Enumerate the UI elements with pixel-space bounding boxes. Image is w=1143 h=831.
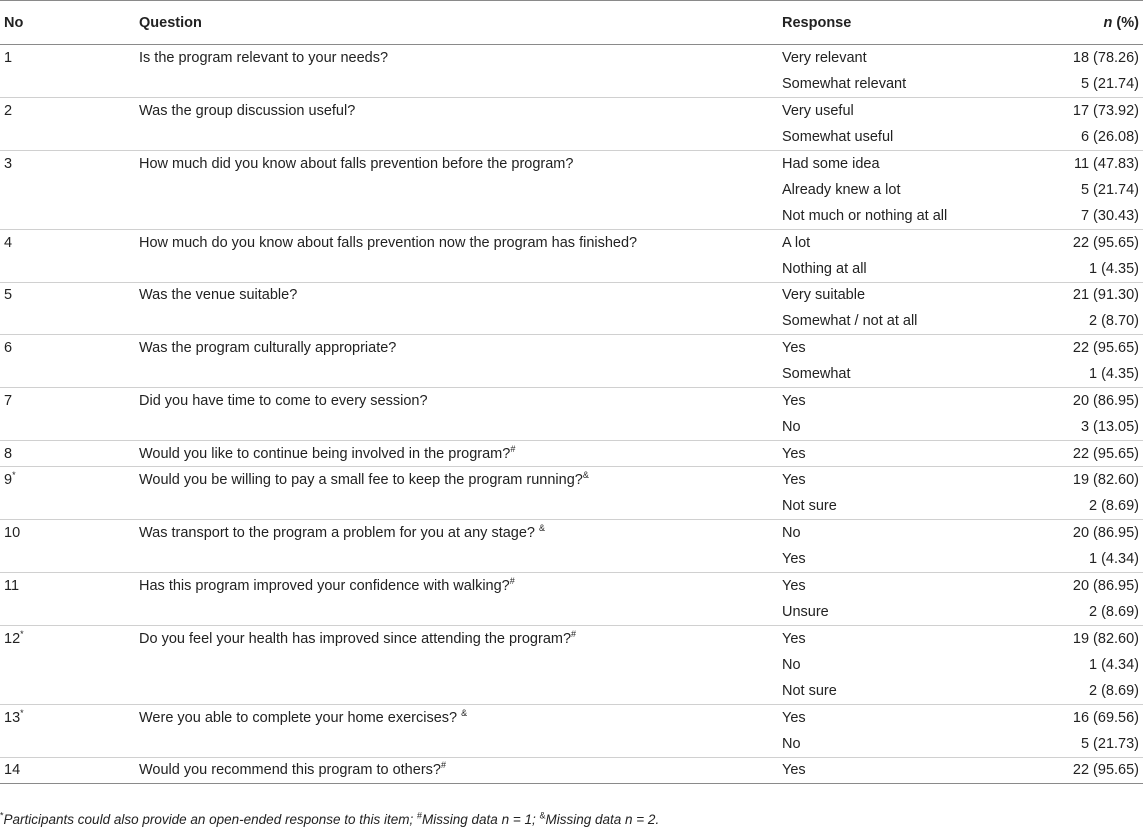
- header-question: Question: [139, 1, 782, 45]
- question-text: How much do you know about falls prevention now the program has finished?: [139, 234, 638, 251]
- item-number: 9: [4, 472, 13, 489]
- table-row: [0, 651, 1143, 677]
- cell-response: Yes: [782, 467, 1003, 493]
- table-row: [0, 414, 1143, 440]
- question-text: Did you have time to come to every session?: [139, 393, 428, 410]
- table-row: [0, 282, 1143, 308]
- cell-n-percent: 1 (4.35): [1089, 260, 1139, 277]
- table-row: [0, 625, 1143, 651]
- cell-question: [139, 625, 782, 651]
- cell-n-percent: 20 (86.95): [1003, 572, 1143, 598]
- cell-no: [0, 731, 139, 757]
- cell-question: [139, 414, 782, 440]
- table-body: [0, 45, 1143, 784]
- table-row: [0, 124, 1143, 150]
- question-text: Was the program culturally appropriate?: [139, 340, 397, 357]
- table-row: [0, 229, 1143, 255]
- cell-response: Not much or nothing at all: [782, 207, 948, 224]
- cell-no: [0, 625, 139, 651]
- item-number: 7: [4, 393, 13, 410]
- cell-question: [139, 282, 782, 308]
- item-number-mark: *: [20, 707, 24, 718]
- table-row: [0, 45, 1143, 71]
- cell-no: [0, 45, 139, 71]
- cell-n-percent: 18 (78.26): [1072, 49, 1139, 66]
- footnote-mark-ampersand: &: [539, 810, 546, 821]
- item-number: 14: [4, 762, 21, 779]
- cell-response: Yes: [782, 550, 806, 567]
- table-row: [0, 308, 1143, 334]
- header-response: Response: [782, 1, 1003, 45]
- question-mark: #: [509, 575, 515, 586]
- cell-response: Yes: [782, 335, 1003, 361]
- question-mark: #: [440, 760, 446, 771]
- cell-n-percent: 5 (21.74): [1080, 75, 1139, 92]
- table-row: [0, 572, 1143, 598]
- table-row: [0, 176, 1143, 202]
- question-mark: #: [510, 443, 516, 454]
- footnote-text-3: Missing data n = 2.: [545, 812, 660, 827]
- cell-no: [0, 282, 139, 308]
- cell-no: [0, 651, 139, 677]
- cell-question: [139, 520, 782, 546]
- cell-n-percent: 22 (95.65): [1003, 757, 1143, 783]
- cell-question: [139, 97, 782, 123]
- cell-no: [0, 335, 139, 361]
- cell-no: [0, 704, 139, 730]
- cell-response: Somewhat / not at all: [782, 313, 918, 330]
- cell-n-percent: 7 (30.43): [1080, 207, 1139, 224]
- cell-response: Yes: [782, 388, 1003, 414]
- cell-question: [139, 467, 782, 493]
- table-row: [0, 678, 1143, 704]
- cell-n-percent: 20 (86.95): [1003, 520, 1143, 546]
- question-text: Do you feel your health has improved since attending the program?: [139, 630, 572, 647]
- question-text: Is the program relevant to your needs?: [139, 49, 389, 66]
- footnote-text-1: Participants could also provide an open-ended response to this item;: [3, 812, 418, 827]
- cell-response: Not sure: [782, 498, 837, 515]
- item-number: 2: [4, 102, 13, 119]
- table-row: [0, 256, 1143, 282]
- cell-no: [0, 414, 139, 440]
- question-text: Would you recommend this program to others?: [139, 762, 441, 779]
- table-header: [0, 1, 1143, 45]
- cell-question: [139, 572, 782, 598]
- cell-n-percent: 2 (8.69): [1089, 682, 1139, 699]
- cell-question: [139, 757, 782, 783]
- header-row: [0, 1, 1143, 45]
- table-row: [0, 704, 1143, 730]
- cell-response: Had some idea: [782, 150, 1003, 176]
- cell-no: [0, 203, 139, 229]
- question-mark: &: [582, 470, 589, 481]
- footnote-text-2: Missing data n = 1;: [422, 812, 540, 827]
- table-row: [0, 493, 1143, 519]
- table-row: [0, 388, 1143, 414]
- cell-question: [139, 256, 782, 282]
- header-n-percent: [1003, 1, 1143, 45]
- cell-no: [0, 229, 139, 255]
- table-footnote: [0, 812, 659, 827]
- cell-n-percent: 5 (21.74): [1080, 181, 1139, 198]
- cell-response: Very suitable: [782, 282, 1003, 308]
- cell-question: [139, 176, 782, 202]
- item-number: 1: [4, 49, 13, 66]
- footnote-mark-asterisk: *: [0, 810, 4, 821]
- cell-response: A lot: [782, 229, 1003, 255]
- cell-n-percent: 2 (8.69): [1089, 498, 1139, 515]
- cell-no: [0, 678, 139, 704]
- cell-n-percent: 21 (91.30): [1003, 282, 1143, 308]
- item-number-mark: *: [12, 470, 16, 481]
- cell-no: [0, 493, 139, 519]
- cell-n-percent: 19 (82.60): [1003, 467, 1143, 493]
- cell-no: [0, 361, 139, 387]
- cell-question: [139, 71, 782, 97]
- cell-question: [139, 308, 782, 334]
- header-no: No: [0, 1, 139, 45]
- item-number: 11: [4, 577, 20, 594]
- item-number: 4: [4, 234, 13, 251]
- question-text: Were you able to complete your home exercises?: [139, 709, 462, 726]
- item-number: 13: [4, 709, 21, 726]
- item-number: 3: [4, 155, 13, 172]
- header-n-italic: n: [1103, 14, 1113, 31]
- cell-no: [0, 440, 139, 466]
- question-text: Was transport to the program a problem for you at any stage?: [139, 524, 540, 541]
- cell-no: [0, 599, 139, 625]
- cell-response: Yes: [782, 704, 1003, 730]
- cell-response: Yes: [782, 440, 1003, 466]
- cell-response: Somewhat relevant: [782, 75, 907, 92]
- cell-n-percent: 22 (95.65): [1003, 335, 1143, 361]
- cell-response: Very useful: [782, 97, 1003, 123]
- table-row: [0, 440, 1143, 466]
- cell-question: [139, 361, 782, 387]
- cell-response: No: [782, 735, 801, 752]
- cell-question: [139, 229, 782, 255]
- cell-no: [0, 546, 139, 572]
- cell-response: Yes: [782, 757, 1003, 783]
- cell-question: [139, 335, 782, 361]
- cell-no: [0, 520, 139, 546]
- cell-n-percent: 6 (26.08): [1080, 128, 1139, 145]
- table-row: [0, 361, 1143, 387]
- cell-n-percent: 2 (8.69): [1089, 603, 1139, 620]
- table-row: [0, 757, 1143, 783]
- table-row: [0, 150, 1143, 176]
- question-mark: &: [539, 523, 546, 534]
- cell-response: Unsure: [782, 603, 829, 620]
- cell-response: No: [782, 520, 1003, 546]
- table-row: [0, 546, 1143, 572]
- item-number: 6: [4, 340, 13, 357]
- cell-question: [139, 388, 782, 414]
- cell-no: [0, 124, 139, 150]
- table-row: [0, 203, 1143, 229]
- cell-no: [0, 71, 139, 97]
- cell-n-percent: 1 (4.35): [1089, 366, 1139, 383]
- header-n-rest: (%): [1112, 14, 1139, 31]
- question-mark: &: [461, 707, 468, 718]
- table-row: [0, 599, 1143, 625]
- item-number: 5: [4, 287, 13, 304]
- cell-n-percent: 5 (21.73): [1080, 735, 1139, 752]
- cell-response: Nothing at all: [782, 260, 867, 277]
- cell-question: [139, 45, 782, 71]
- cell-response: Somewhat useful: [782, 128, 894, 145]
- cell-question: [139, 493, 782, 519]
- item-number-mark: *: [20, 628, 24, 639]
- cell-no: [0, 150, 139, 176]
- cell-no: [0, 97, 139, 123]
- cell-response: Yes: [782, 625, 1003, 651]
- item-number: 12: [4, 630, 21, 647]
- cell-n-percent: 22 (95.65): [1003, 440, 1143, 466]
- question-text: Was the group discussion useful?: [139, 102, 356, 119]
- cell-question: [139, 124, 782, 150]
- cell-n-percent: 2 (8.70): [1089, 313, 1139, 330]
- cell-no: [0, 467, 139, 493]
- footnote-mark-hash: #: [417, 810, 423, 821]
- cell-question: [139, 651, 782, 677]
- item-number: 10: [4, 524, 21, 541]
- cell-question: [139, 440, 782, 466]
- cell-response: Somewhat: [782, 366, 851, 383]
- cell-question: [139, 731, 782, 757]
- cell-no: [0, 256, 139, 282]
- question-text: Was the venue suitable?: [139, 287, 298, 304]
- item-number: 8: [4, 445, 13, 462]
- question-text: Has this program improved your confidence with walking?: [139, 577, 510, 594]
- table-row: [0, 335, 1143, 361]
- table-row: [0, 97, 1143, 123]
- cell-response: Yes: [782, 572, 1003, 598]
- question-text: Would you be willing to pay a small fee to keep the program running?: [139, 472, 583, 489]
- cell-n-percent: 19 (82.60): [1003, 625, 1143, 651]
- cell-response: Already knew a lot: [782, 181, 901, 198]
- cell-n-percent: 20 (86.95): [1003, 388, 1143, 414]
- question-mark: #: [571, 628, 577, 639]
- question-text: How much did you know about falls prevention before the program?: [139, 155, 574, 172]
- cell-n-percent: 17 (73.92): [1003, 97, 1143, 123]
- cell-response: Not sure: [782, 682, 837, 699]
- cell-n-percent: 3 (13.05): [1080, 418, 1139, 435]
- table-row: [0, 467, 1143, 493]
- cell-response: No: [782, 418, 801, 435]
- cell-no: [0, 388, 139, 414]
- cell-response: No: [782, 656, 801, 673]
- table-row: [0, 520, 1143, 546]
- cell-no: [0, 308, 139, 334]
- cell-n-percent: 1 (4.34): [1089, 656, 1139, 673]
- question-text: Would you like to continue being involved in the program?: [139, 445, 511, 462]
- cell-question: [139, 599, 782, 625]
- cell-no: [0, 572, 139, 598]
- cell-question: [139, 150, 782, 176]
- cell-question: [139, 546, 782, 572]
- cell-n-percent: 22 (95.65): [1003, 229, 1143, 255]
- cell-response: Very relevant: [782, 49, 867, 66]
- cell-n-percent: 16 (69.56): [1003, 704, 1143, 730]
- cell-question: [139, 203, 782, 229]
- table-row: [0, 71, 1143, 97]
- cell-question: [139, 678, 782, 704]
- cell-question: [139, 704, 782, 730]
- table-row: [0, 731, 1143, 757]
- cell-no: [0, 176, 139, 202]
- cell-n-percent: 1 (4.34): [1089, 550, 1139, 567]
- cell-n-percent: 11 (47.83): [1003, 150, 1143, 176]
- cell-no: [0, 757, 139, 783]
